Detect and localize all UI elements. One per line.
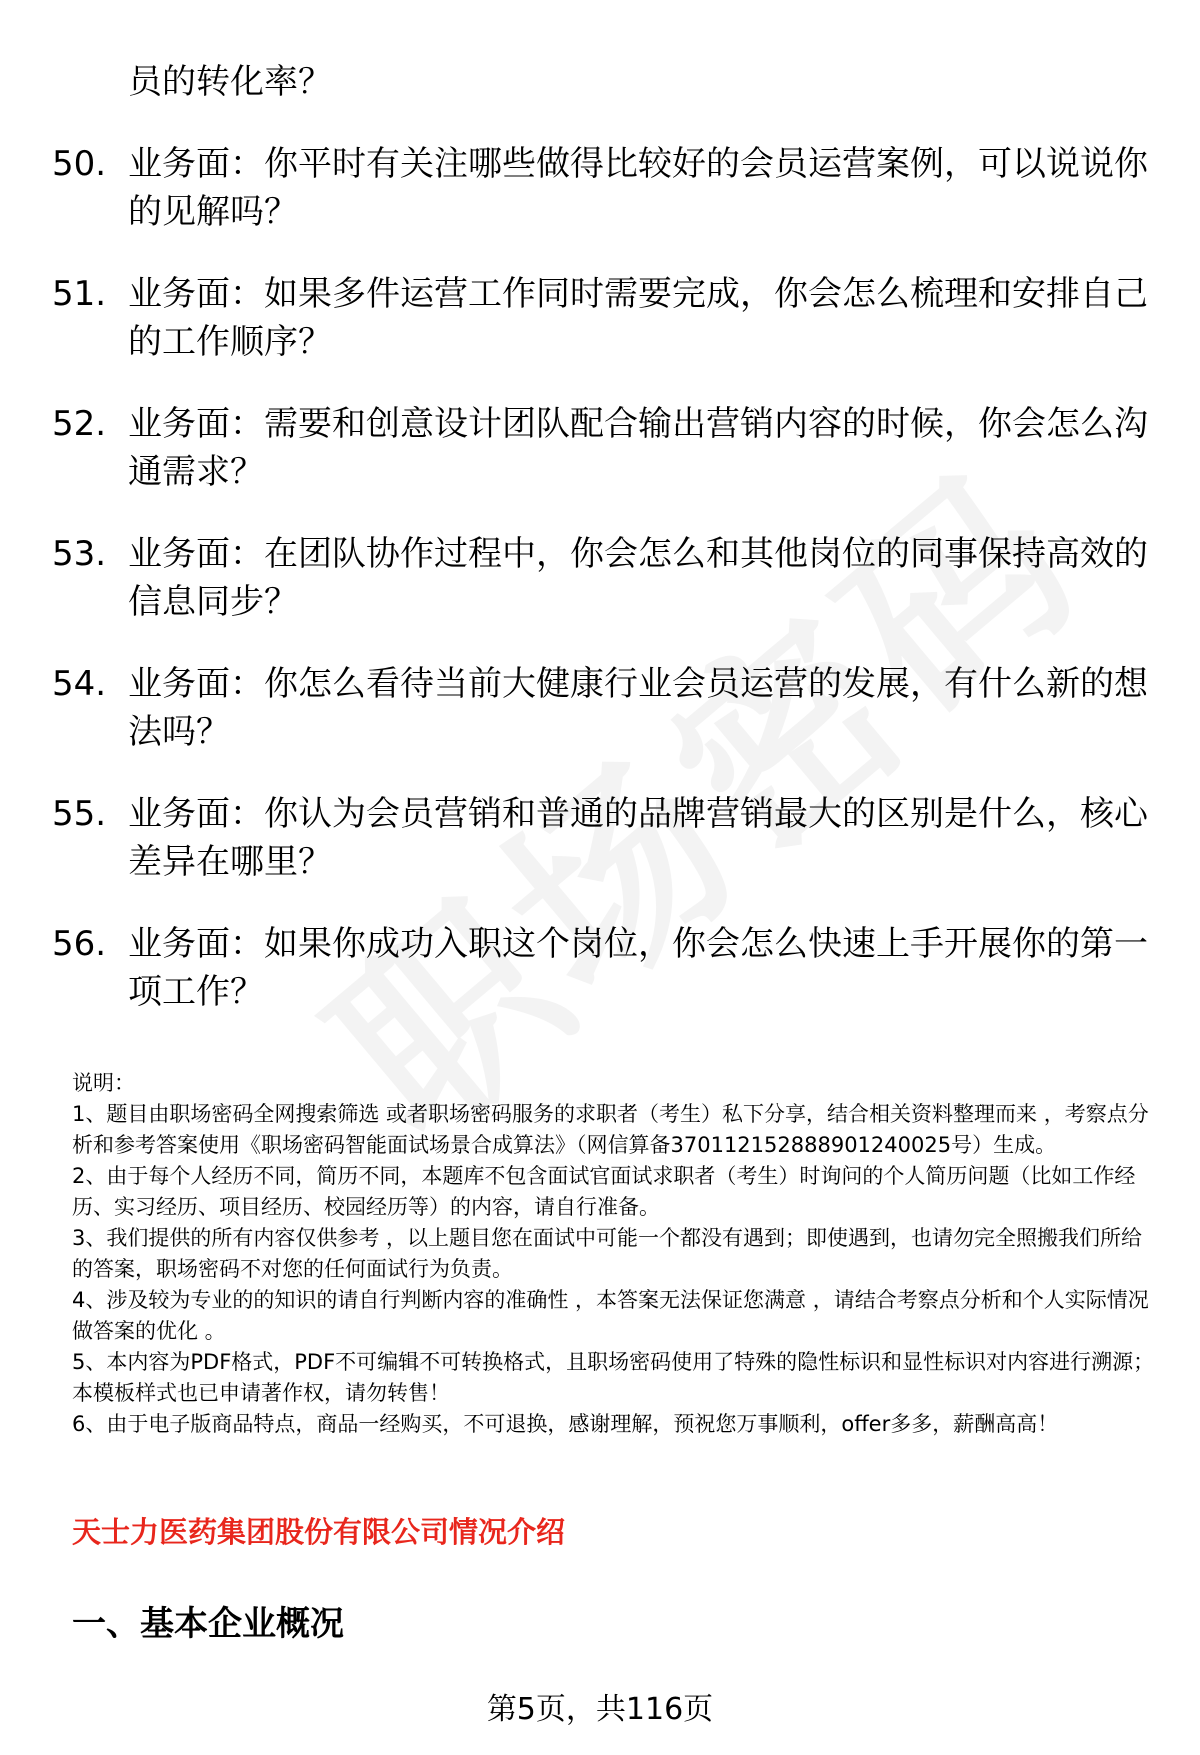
question-number: 52. xyxy=(52,404,107,444)
question-text: 业务面：你怎么看待当前大健康行业会员运营的发展，有什么新的想法吗？ xyxy=(128,664,1148,752)
page-footer: 第5页，共116页 xyxy=(486,1692,714,1727)
question-number: 53. xyxy=(52,534,107,574)
question-item xyxy=(52,530,1152,626)
question-number: 55. xyxy=(52,794,107,834)
note-item: 1、题目由职场密码全网搜索筛选 或者职场密码服务的求职者（考生）私下分享，结合相关资料整理而来 ，考察点分析和参考答案使用《职场密码智能面试场景合成算法》（网信算备370112152888901240025号）生成。 xyxy=(72,1102,1149,1157)
question-text: 员的转化率？ xyxy=(128,62,332,102)
question-text: 业务面：你认为会员营销和普通的品牌营销最大的区别是什么，核心差异在哪里？ xyxy=(128,794,1148,882)
question-text: 业务面：需要和创意设计团队配合输出营销内容的时候，你会怎么沟通需求？ xyxy=(128,404,1148,492)
company-title: 天士力医药集团股份有限公司情况介绍 xyxy=(72,1515,566,1549)
section-heading: 一、基本企业概况 xyxy=(72,1604,344,1644)
question-item xyxy=(52,58,1152,106)
question-item xyxy=(52,270,1152,366)
question-list xyxy=(52,58,1152,1050)
question-number: 51. xyxy=(52,274,107,314)
note-item: 3、我们提供的所有内容仅供参考 ，以上题目您在面试中可能一个都没有遇到；即使遇到，也请勿完全照搬我们所给的答案，职场密码不对您的任何面试行为负责。 xyxy=(72,1226,1143,1281)
question-number: 50. xyxy=(52,144,107,184)
question-text: 业务面：你平时有关注哪些做得比较好的会员运营案例，可以说说你的见解吗？ xyxy=(128,144,1148,232)
note-item: 2、由于每个人经历不同，简历不同，本题库不包含面试官面试求职者（考生）时询问的个人简历问题（比如工作经历、实习经历、项目经历、校园经历等）的内容，请自行准备。 xyxy=(72,1164,1136,1219)
question-number: 56. xyxy=(52,924,107,964)
question-text: 业务面：如果多件运营工作同时需要完成，你会怎么梳理和安排自己的工作顺序？ xyxy=(128,274,1148,362)
question-text: 业务面：在团队协作过程中，你会怎么和其他岗位的同事保持高效的信息同步？ xyxy=(128,534,1148,622)
question-item xyxy=(52,140,1152,236)
notes-heading: 说明： xyxy=(72,1071,135,1095)
note-item: 4、涉及较为专业的的知识的请自行判断内容的准确性 ，本答案无法保证您满意 ，请结合考察点分析和个人实际情况做答案的优化 。 xyxy=(72,1288,1149,1343)
question-item xyxy=(52,400,1152,496)
question-text: 业务面：如果你成功入职这个岗位，你会怎么快速上手开展你的第一项工作？ xyxy=(128,924,1148,1012)
note-item: 5、本内容为PDF格式，PDF不可编辑不可转换格式，且职场密码使用了特殊的隐性标识和显性标识对内容进行溯源；本模板样式也已申请著作权，请勿转售！ xyxy=(72,1350,1155,1405)
question-item xyxy=(52,790,1152,886)
question-number: 54. xyxy=(52,664,107,704)
question-item xyxy=(52,660,1152,756)
question-item xyxy=(52,920,1152,1016)
notes-section xyxy=(72,1068,1162,1440)
note-item: 6、由于电子版商品特点，商品一经购买，不可退换，感谢理解，预祝您万事顺利，offer多多，薪酬高高！ xyxy=(72,1412,1059,1436)
